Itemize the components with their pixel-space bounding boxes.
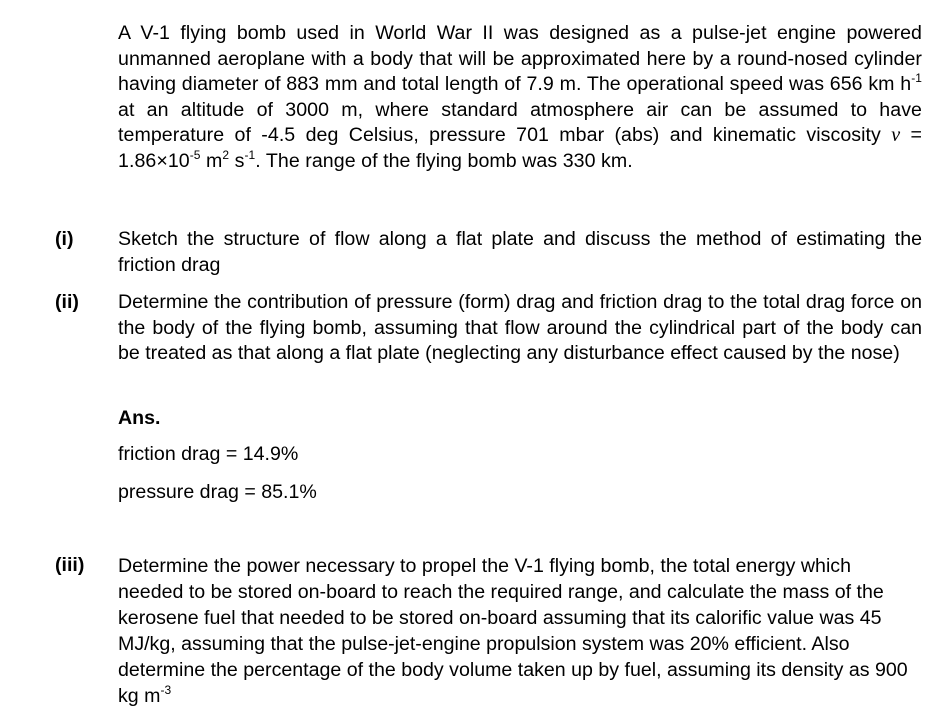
part-2-text: Determine the contribution of pressure (form) drag and friction drag to the total drag force on the body of the flying bomb, assuming that flow around the cylindrical part of the body can be treated as that along a flat plate (neglecting any disturbance effect caused by the nose) (118, 291, 922, 365)
intro-text-5: s (229, 149, 245, 172)
intro-text-2: at an altitude of 3000 m, where standard atmosphere air can be assumed to have temperature of -4.5 deg Celsius, pressure 701 mbar (abs) and kinematic viscosity (118, 98, 922, 147)
nu-symbol: ν (891, 124, 901, 147)
intro-text-1: A V-1 flying bomb used in World War II was designed as a pulse-jet engine powered unmanned aeroplane with a body that will be approximated here by a round-nosed cylinder having diameter of 883 mm and total length of 7.9 m. The operational speed was 656 km h (118, 22, 922, 96)
intro-text-4: m (200, 149, 223, 172)
part-1-label: (i) (55, 228, 74, 250)
part-3-label: (iii) (55, 554, 85, 576)
intro-text-6: . The range of the flying bomb was 330 km. (255, 149, 633, 172)
intro-paragraph (118, 21, 922, 175)
answer-label: Ans. (118, 407, 161, 429)
intro-sup-3: 2 (222, 147, 230, 162)
pressure-drag-answer: pressure drag = 85.1% (118, 481, 317, 503)
part-3-paragraph (118, 553, 918, 709)
part-2-label: (ii) (55, 291, 79, 313)
intro-sup-4: -1 (244, 147, 256, 162)
friction-drag-answer: friction drag = 14.9% (118, 443, 299, 465)
part-3-text: Determine the power necessary to propel the V-1 flying bomb, the total energy which needed to be stored on-board to reach the required range, and calculate the mass of the kerosene fuel that needed to be stored on-board assuming that its calorific value was 45 MJ/kg, assuming that the pulse-jet-engine propulsion system was 20% efficient. Also determine the percentage of the body volume taken up by fuel, assuming its density as 900 kg m (118, 555, 908, 707)
intro-text-3: = 1.86×10 (118, 124, 922, 172)
part-3-sup: -3 (160, 683, 172, 697)
intro-sup-2: -5 (189, 147, 201, 162)
intro-sup-1: -1 (911, 71, 922, 86)
part-1-text: Sketch the structure of flow along a flat plate and discuss the method of estimating the friction drag (118, 228, 922, 276)
